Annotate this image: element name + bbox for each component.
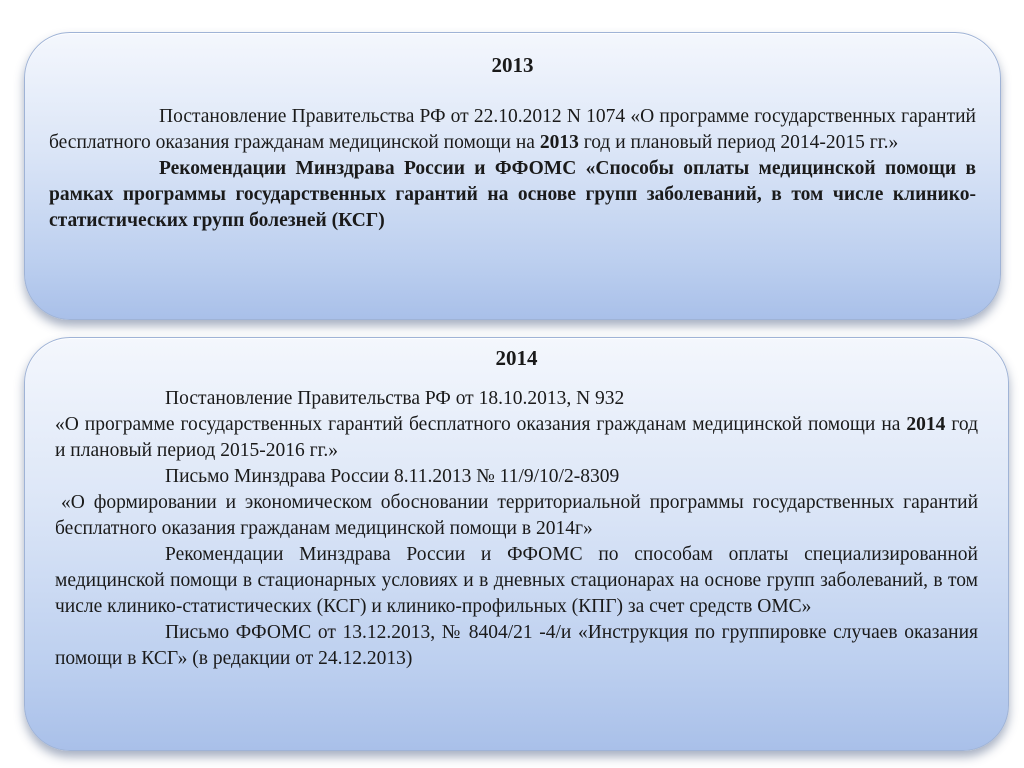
recommendations-2013-text: Рекомендации Минздрава России и ФФОМС «Способы оплаты медицинской помощи в рамках программы государственных гарантий на основе групп заболеваний, в том числе клинико-статистических групп болезней (КСГ) xyxy=(49,158,976,231)
year-2013-heading: 2013 xyxy=(491,53,534,77)
ministry-letter-text: «О формировании и экономическом обосновании территориальной программы государственных гарантий бесплатного оказания гражданам медицинской помощи в 2014г» xyxy=(55,492,978,539)
resolution-1074-part-2: год и плановый период 2014-2015 гг.» xyxy=(578,132,899,153)
resolution-1074-part-1: Постановление Правительства РФ от 22.10.2012 N 1074 «О программе государственных гарантий бесплатного оказания гражданам медицинской помощи на xyxy=(49,106,976,153)
resolution-932-year: 2014 xyxy=(906,414,946,435)
panel-2014 xyxy=(24,337,1009,751)
ffoms-letter-text: Письмо ФФОМС от 13.12.2013, № 8404/21 -4/и «Инструкция по группировке случаев оказания помощи в КСГ» (в редакции от 24.12.2013) xyxy=(55,622,978,669)
recommendations-2014-text: Рекомендации Минздрава России и ФФОМС по способам оплаты специализированной медицинской помощи в стационарных условиях и в дневных стационарах на основе групп заболеваний, в том числе клинико-статистических (КСГ) и клинико-профильных (КПГ) за счет средств ОМС» xyxy=(55,544,978,617)
resolution-932-title: Постановление Правительства РФ от 18.10.2013, N 932 xyxy=(165,388,625,409)
resolution-1074-year: 2013 xyxy=(539,132,579,153)
resolution-932-part-2: год и плановый период 2015-2016 гг.» xyxy=(55,414,978,461)
panel-2013 xyxy=(24,32,1001,320)
resolution-932-text xyxy=(55,412,978,464)
resolution-1074-text xyxy=(49,104,976,156)
resolution-932-part-1: «О программе государственных гарантий бесплатного оказания гражданам медицинской помощи на xyxy=(55,414,907,435)
ministry-letter-title: Письмо Минздрава России 8.11.2013 № 11/9/10/2-8309 xyxy=(165,466,620,487)
year-2014-heading: 2014 xyxy=(495,346,538,370)
